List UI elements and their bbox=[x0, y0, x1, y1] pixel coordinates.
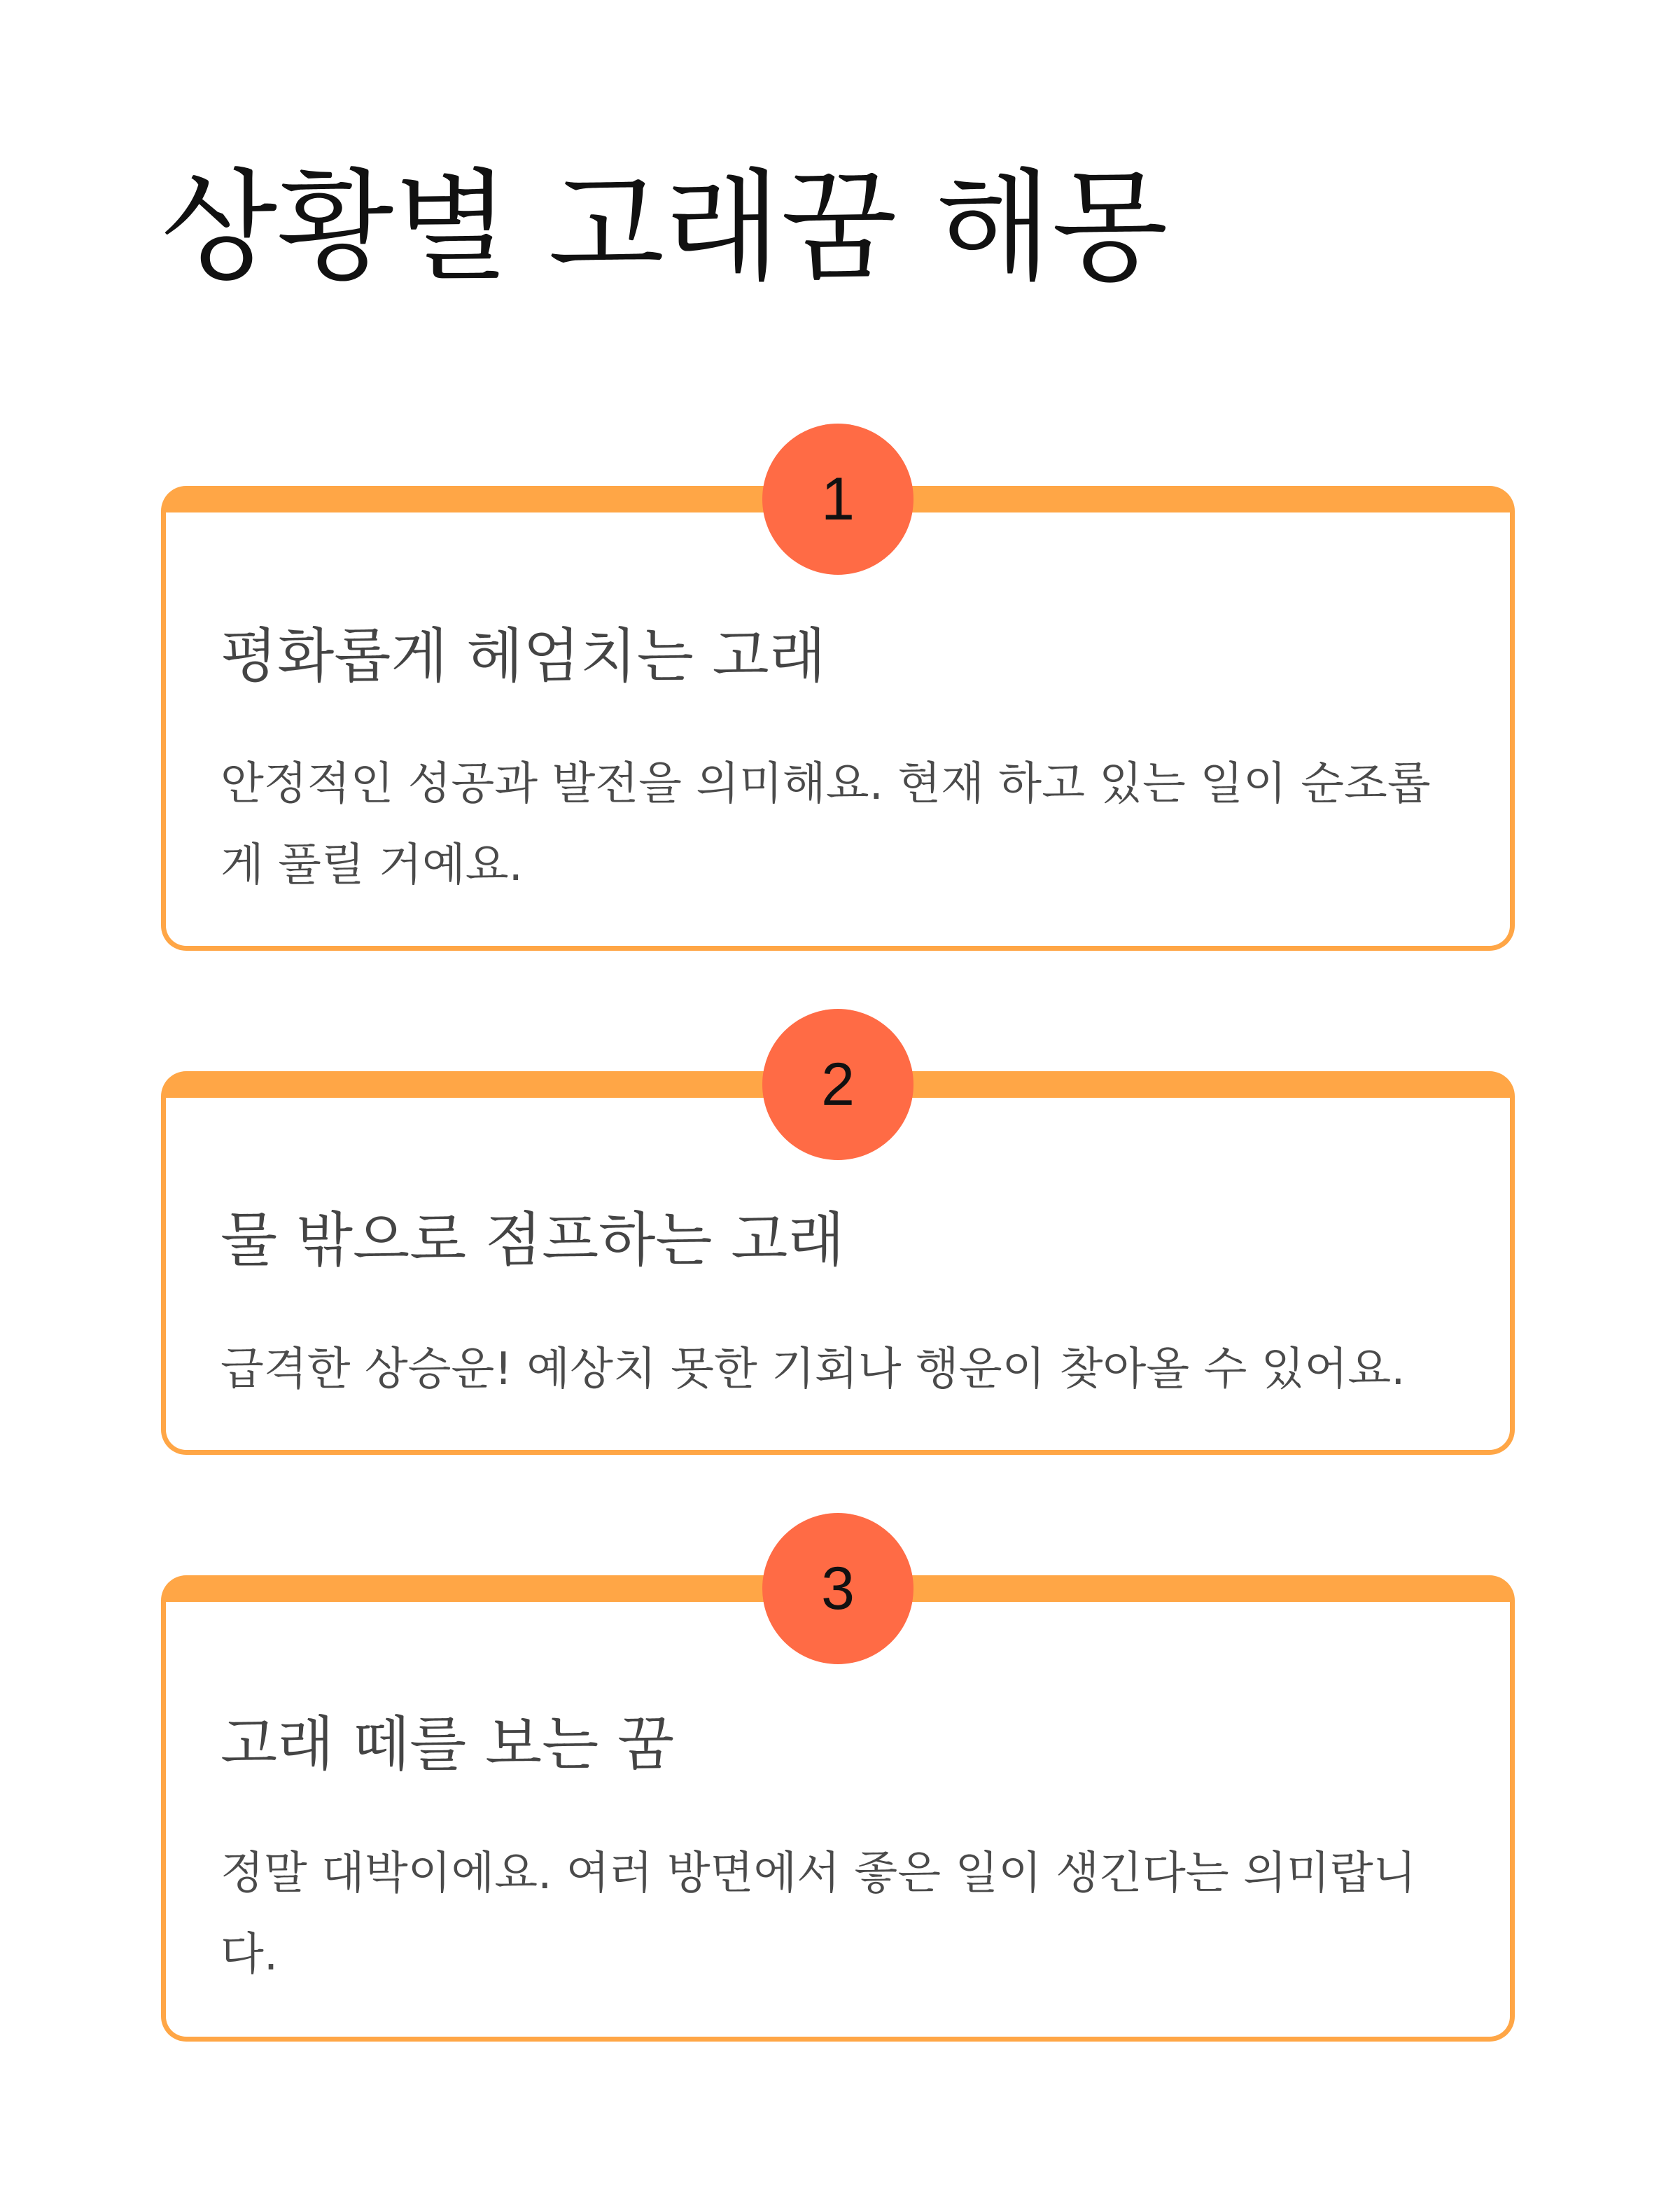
card-title: 고래 떼를 보는 꿈 bbox=[220, 1710, 675, 1778]
card-title: 물 밖으로 점프하는 고래 bbox=[220, 1206, 845, 1274]
page-title: 상황별 고래꿈 해몽 bbox=[161, 157, 1168, 298]
card-description: 정말 대박이에요. 여러 방면에서 좋은 일이 생긴다는 의미랍니다. bbox=[220, 1848, 1417, 1981]
card-number-badge: 2 bbox=[762, 1009, 913, 1160]
card-number-badge: 3 bbox=[762, 1513, 913, 1664]
interpretation-card-2 bbox=[161, 1051, 1515, 1455]
card-number-badge: 1 bbox=[762, 424, 913, 575]
card-description: 급격한 상승운! 예상치 못한 기회나 행운이 찾아올 수 있어요. bbox=[220, 1344, 1406, 1395]
card-title: 평화롭게 헤엄치는 고래 bbox=[220, 622, 826, 690]
interpretation-card-1 bbox=[161, 466, 1515, 951]
interpretation-card-3 bbox=[161, 1555, 1515, 2042]
card-description: 안정적인 성공과 발전을 의미해요. 현재 하고 있는 일이 순조롭게 풀릴 거예요. bbox=[220, 758, 1431, 891]
